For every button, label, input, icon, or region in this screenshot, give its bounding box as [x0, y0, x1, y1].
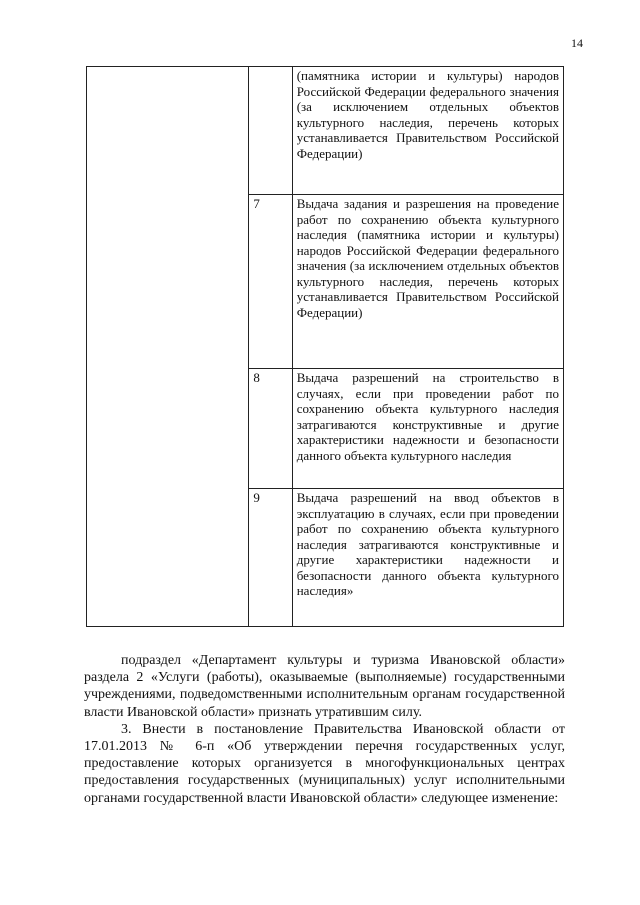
paragraph: подраздел «Департамент культуры и туризма Ивановской области» раздела 2 «Услуги (работы), оказываемые (выполняемые) государственными учреждениями, подведомственными исполнительным органам государственной власти Ивановской области» признать утратившим силу.	[84, 653, 565, 720]
row-number: 9	[249, 489, 292, 627]
table-row	[87, 67, 564, 195]
service-description: Выдача задания и разрешения на проведение работ по сохранению объекта культурного наследия (памятника истории и культуры) народов Российской Федерации федерального значения (за исключением отдельных объектов культурного наследия, перечень которых устанавливается Правительством Российской Федерации)	[292, 195, 563, 369]
row-number: 7	[249, 195, 292, 369]
table-cell-blank	[87, 67, 249, 627]
body-text	[84, 652, 565, 807]
service-description: Выдача разрешений на строительство в случаях, если при проведении работ по сохранению объекта культурного наследия затрагиваются конструктивные и другие характеристики надежности и безопасности данного объекта культурного наследия	[292, 369, 563, 489]
page-number: 14	[571, 36, 583, 50]
row-number	[249, 67, 292, 195]
paragraph: 3. Внести в постановление Правительства Ивановской области от 17.01.2013 № 6-п «Об утверждении перечня государственных услуг, предоставление которых организуется в многофункциональных центрах предоставления государственных (муниципальных) услуг исполнительными органами государственной власти Ивановской области» следующее изменение:	[84, 721, 565, 806]
services-table	[86, 66, 564, 627]
service-description: Выдача разрешений на ввод объектов в эксплуатацию в случаях, если при проведении работ по сохранению объекта культурного наследия затрагиваются конструктивные и другие характеристики надежности и безопасности данного объекта культурного наследия»	[292, 489, 563, 627]
service-description: (памятника истории и культуры) народов Российской Федерации федерального значения (за исключением отдельных объектов культурного наследия, перечень которых устанавливается Правительством Российской Федерации)	[292, 67, 563, 195]
row-number: 8	[249, 369, 292, 489]
